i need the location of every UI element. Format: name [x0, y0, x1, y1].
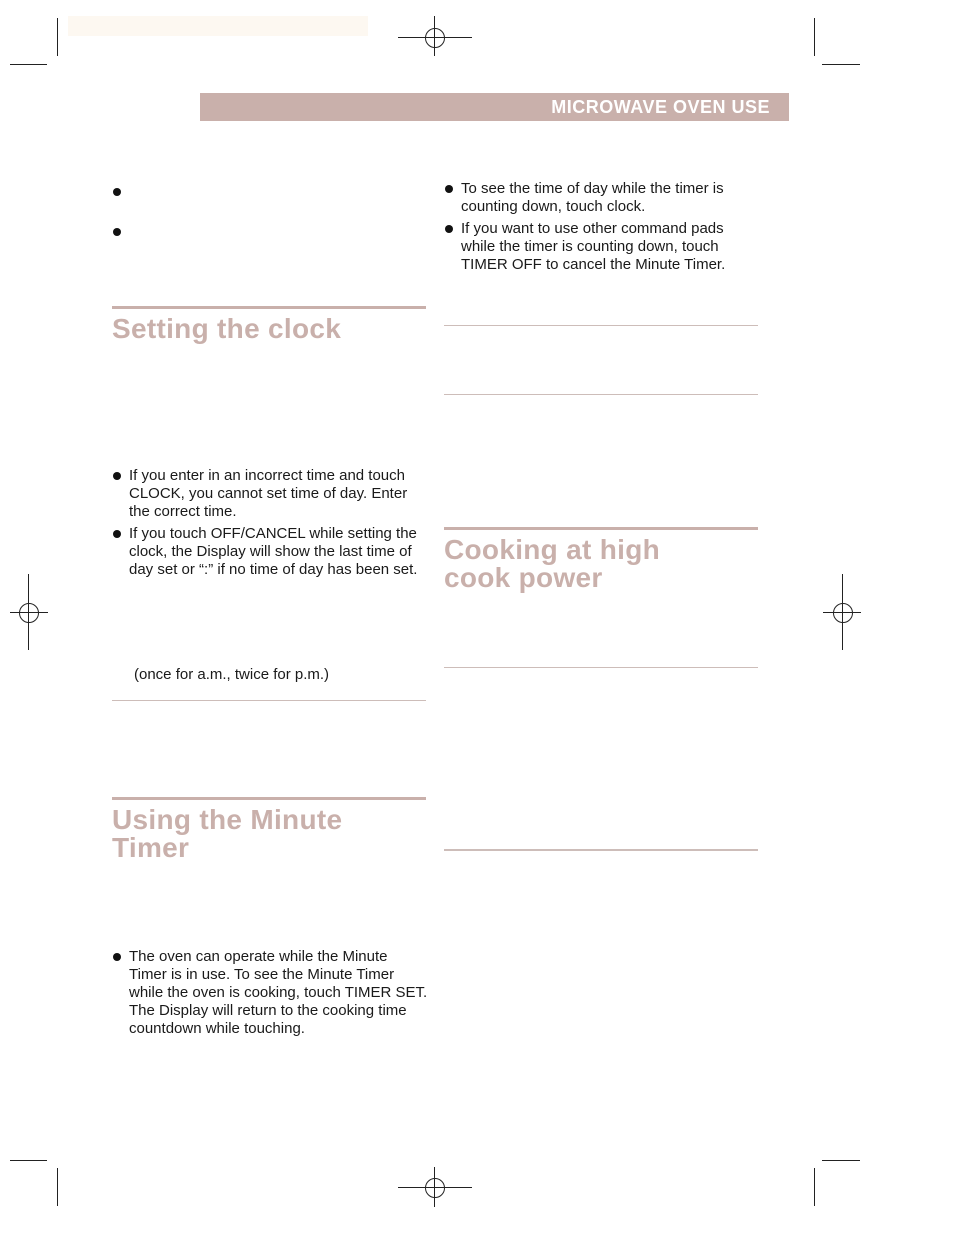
crop-mark [814, 18, 815, 56]
divider [444, 667, 758, 668]
bullet-text: If you want to use other command pads while the timer is counting down, touch TIMER OFF to cancel the Minute Timer. [461, 220, 726, 273]
divider [444, 394, 758, 395]
crop-mark [10, 64, 47, 65]
section-rule [444, 527, 758, 530]
heading-minute-timer [112, 806, 342, 862]
bullet-item [113, 525, 423, 597]
bullet-item [113, 223, 423, 241]
section-header-bar [200, 93, 789, 121]
registration-target-icon [425, 28, 445, 48]
crop-mark [822, 64, 860, 65]
bullet-item [113, 467, 423, 523]
divider [444, 325, 758, 326]
bullet-text: To see the time of day while the timer is counting down, touch clock. [461, 180, 724, 215]
bullet-item [113, 948, 428, 1038]
crop-mark [57, 1168, 58, 1206]
section-rule [112, 797, 426, 800]
bullet-dot-icon [113, 953, 121, 961]
registration-target-icon [425, 1178, 445, 1198]
crop-mark [814, 1168, 815, 1206]
heading-line: cook power [444, 562, 603, 593]
bullet-item [113, 183, 423, 201]
divider [444, 849, 758, 851]
bullet-text: If you enter in an incorrect time and touch CLOCK, you cannot set time of day. Enter the correct time. [129, 467, 408, 520]
heading-high-power [444, 536, 660, 592]
bullet-dot-icon [445, 185, 453, 193]
divider [112, 700, 426, 701]
crop-mark [10, 1160, 47, 1161]
crop-mark [57, 18, 58, 56]
heading-line: Timer [112, 832, 190, 863]
section-rule [112, 306, 426, 309]
print-tint-strip [68, 16, 368, 36]
bullet-dot-icon [445, 225, 453, 233]
bullet-dot-icon [113, 530, 121, 538]
section-header-label: MICROWAVE OVEN USE [551, 96, 770, 117]
bullet-item [445, 180, 755, 220]
heading-line: Cooking at high [444, 534, 661, 565]
crop-mark [822, 1160, 860, 1161]
bullet-dot-icon [113, 472, 121, 480]
heading-line: Using the Minute [112, 804, 343, 835]
bullet-text: The oven can operate while the Minute Timer is in use. To see the Minute Timer while the oven is cooking, touch TIMER SET. The Display will return to the cooking time countdown while touching. [129, 948, 428, 1037]
registration-target-icon [19, 603, 39, 623]
bullet-text: If you touch OFF/CANCEL while setting the clock, the Display will show the last time of day set or “:” if no time of day has been set. [129, 525, 418, 578]
bullet-item [445, 220, 755, 276]
bullet-dot-icon [113, 228, 121, 236]
ampm-note: (once for a.m., twice for p.m.) [134, 666, 330, 683]
registration-target-icon [833, 603, 853, 623]
heading-setting-clock: Setting the clock [112, 313, 342, 344]
bullet-dot-icon [113, 188, 121, 196]
